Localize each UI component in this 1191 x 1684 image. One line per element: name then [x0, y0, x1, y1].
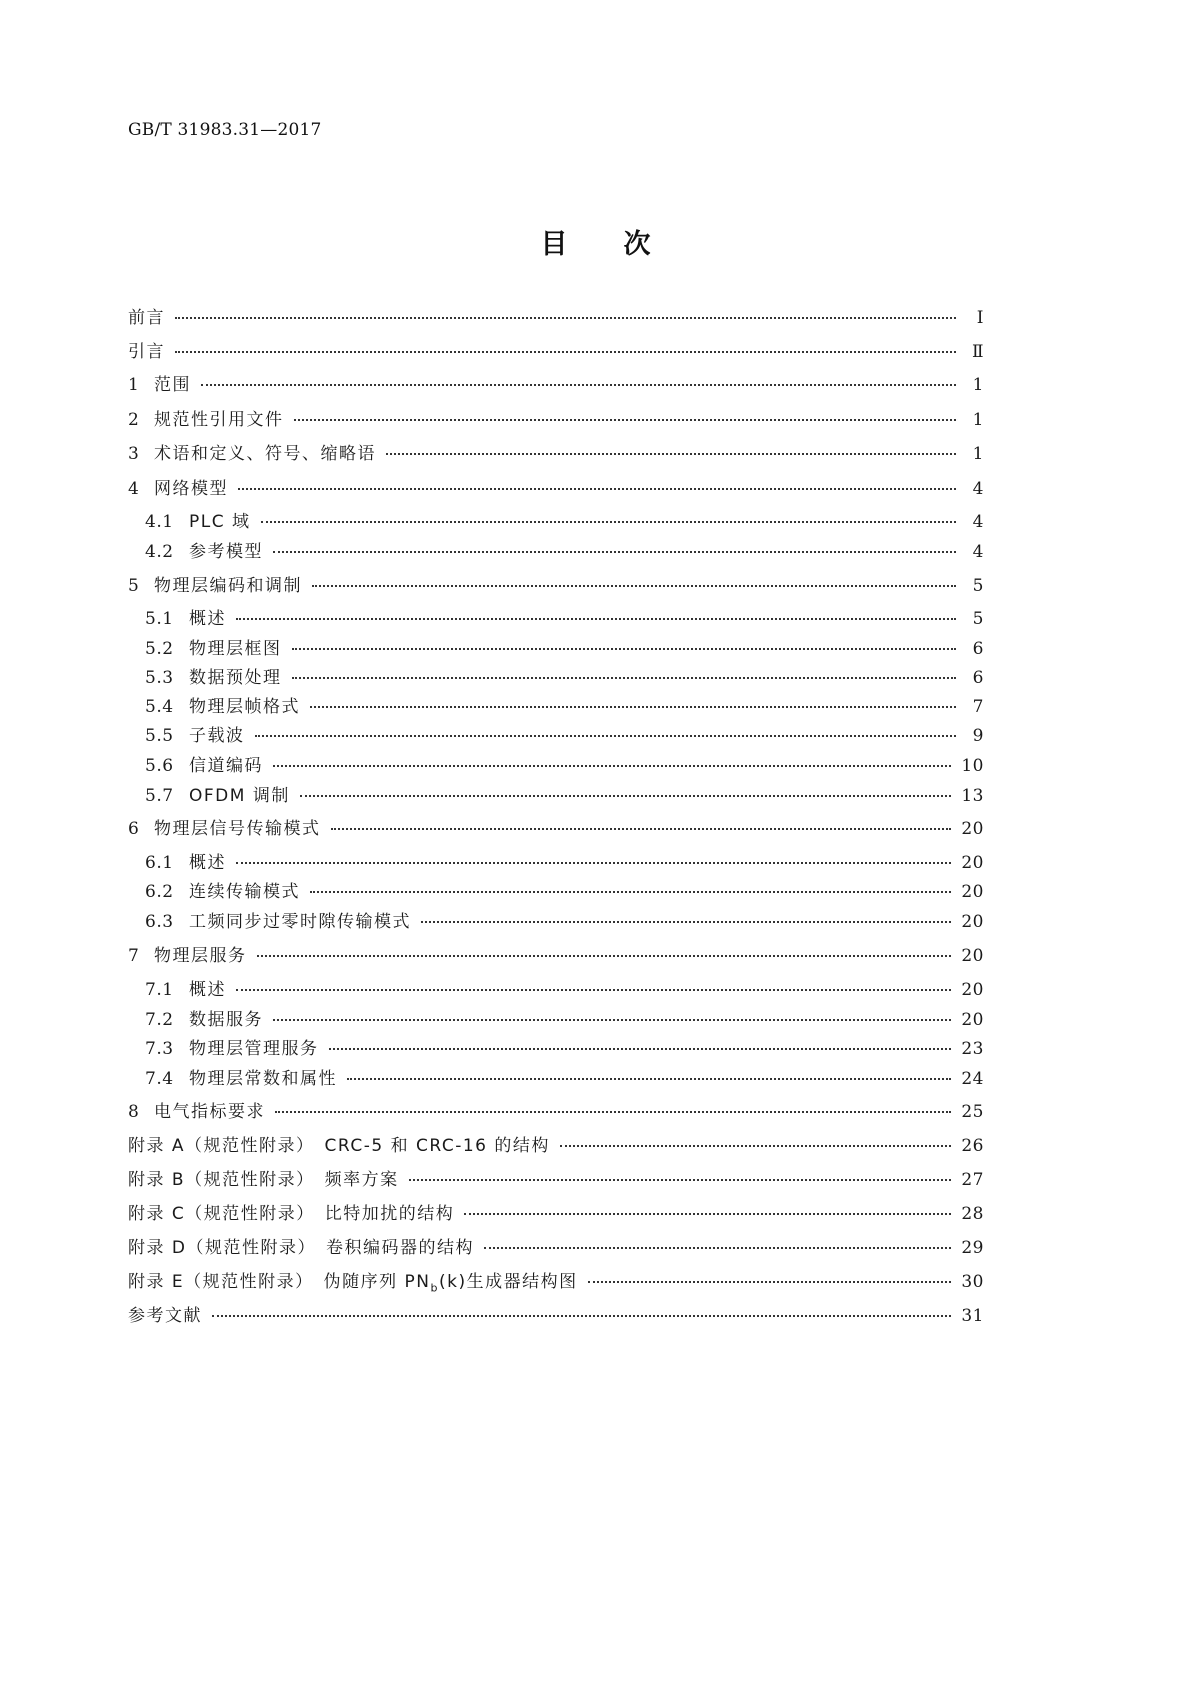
toc-page: 20	[961, 946, 984, 966]
toc-page: 20	[961, 912, 984, 932]
toc-label: 物理层信号传输模式	[154, 819, 321, 839]
toc-page: Ⅰ	[976, 308, 984, 328]
toc-number: 4	[128, 479, 140, 499]
toc-page: 20	[961, 882, 984, 902]
dot-leader	[212, 1315, 951, 1317]
toc-page: 6	[972, 639, 984, 659]
dot-leader	[257, 955, 952, 957]
dot-leader	[275, 1111, 951, 1113]
toc-label: 电气指标要求	[154, 1102, 265, 1122]
toc-label: 前言	[128, 308, 165, 328]
toc-number: 7.2	[145, 1010, 174, 1030]
toc-page: 5	[972, 576, 984, 596]
toc-number: 5.7	[145, 786, 174, 806]
toc-label: 参考模型	[189, 542, 263, 562]
toc-label: 子载波	[189, 726, 245, 746]
toc-label: 附录 A（规范性附录） CRC-5 和 CRC-16 的结构	[128, 1136, 550, 1156]
toc-page: 31	[961, 1306, 984, 1326]
toc-label: 物理层编码和调制	[154, 576, 302, 596]
standard-code: GB/T 31983.31—2017	[128, 120, 322, 140]
toc-page: 26	[961, 1136, 984, 1156]
toc-page: 28	[961, 1204, 984, 1224]
toc-entry-introduction[interactable]	[128, 340, 984, 364]
toc-number: 6.2	[145, 882, 174, 902]
toc-number: 6	[128, 819, 140, 839]
toc-label: 规范性引用文件	[154, 410, 284, 430]
toc-label: 物理层帧格式	[189, 697, 300, 717]
toc-label: OFDM 调制	[189, 786, 290, 806]
toc-page: 20	[961, 853, 984, 873]
dot-leader	[347, 1078, 951, 1080]
toc-page: 25	[961, 1102, 984, 1122]
toc-label: 引言	[128, 342, 165, 362]
toc-label: 物理层框图	[189, 639, 282, 659]
toc-entry-7-1[interactable]	[145, 978, 984, 1002]
toc-entry-5-3[interactable]	[145, 666, 984, 690]
dot-leader	[175, 351, 956, 353]
toc-number: 5.6	[145, 756, 174, 776]
toc-number: 5.4	[145, 697, 174, 717]
toc-entry-annex-e[interactable]	[128, 1270, 984, 1294]
toc-page: 20	[961, 819, 984, 839]
toc-entry-annex-b[interactable]	[128, 1168, 984, 1192]
dot-leader	[560, 1145, 951, 1147]
toc-entry-5-6[interactable]	[145, 754, 984, 778]
toc-page: 5	[972, 609, 984, 629]
toc-number: 5.3	[145, 668, 174, 688]
toc-label: 物理层常数和属性	[189, 1069, 337, 1089]
toc-label: 物理层管理服务	[189, 1039, 319, 1059]
toc-label: 附录 D（规范性附录） 卷积编码器的结构	[128, 1238, 474, 1258]
toc-entry-8[interactable]	[128, 1100, 984, 1124]
dot-leader	[421, 921, 951, 923]
toc-entry-7[interactable]	[128, 944, 984, 968]
toc-page: 9	[972, 726, 984, 746]
toc-entry-1[interactable]	[128, 373, 984, 397]
toc-label: 附录 B（规范性附录） 频率方案	[128, 1170, 399, 1190]
toc-entry-7-4[interactable]	[145, 1067, 984, 1091]
toc-entry-5-2[interactable]	[145, 637, 984, 661]
toc-entry-4-1[interactable]	[145, 510, 984, 534]
toc-entry-annex-c[interactable]	[128, 1202, 984, 1226]
toc-number: 1	[128, 375, 140, 395]
toc-page: 20	[961, 1010, 984, 1030]
dot-leader	[236, 618, 956, 620]
dot-leader	[273, 1019, 951, 1021]
dot-leader	[261, 521, 957, 523]
dot-leader	[300, 795, 952, 797]
dot-leader	[255, 735, 957, 737]
toc-label: 附录 C（规范性附录） 比特加扰的结构	[128, 1204, 455, 1224]
toc-page: 4	[972, 542, 984, 562]
dot-leader	[292, 648, 957, 650]
toc-number: 6.1	[145, 853, 174, 873]
dot-leader	[310, 891, 951, 893]
toc-number: 7.4	[145, 1069, 174, 1089]
title-char-1: 目	[540, 229, 568, 260]
toc-entry-5-7[interactable]	[145, 784, 984, 808]
dot-leader	[294, 419, 957, 421]
toc-entry-7-3[interactable]	[145, 1037, 984, 1061]
toc-label: 数据预处理	[189, 668, 282, 688]
toc-page: 20	[961, 980, 984, 1000]
dot-leader	[331, 828, 952, 830]
dot-leader	[484, 1247, 951, 1249]
toc-label: PLC 域	[189, 512, 251, 532]
toc-page: 10	[961, 756, 984, 776]
toc-entry-6-1[interactable]	[145, 851, 984, 875]
toc-page: 23	[961, 1039, 984, 1059]
toc-number: 5	[128, 576, 140, 596]
toc-label: 范围	[154, 375, 191, 395]
toc-page: 24	[961, 1069, 984, 1089]
toc-page: 1	[972, 410, 984, 430]
toc-entry-4-2[interactable]	[145, 540, 984, 564]
toc-number: 7.3	[145, 1039, 174, 1059]
toc-label: 信道编码	[189, 756, 263, 776]
toc-number: 7.1	[145, 980, 174, 1000]
toc-entry-5[interactable]	[128, 574, 984, 598]
toc-page: 4	[972, 512, 984, 532]
toc-entry-bibliography[interactable]	[128, 1304, 984, 1328]
dot-leader	[409, 1179, 952, 1181]
dot-leader	[175, 317, 956, 319]
dot-leader	[238, 488, 956, 490]
toc-entry-6-3[interactable]	[145, 910, 984, 934]
dot-leader	[273, 765, 951, 767]
toc-entry-5-4[interactable]	[145, 695, 984, 719]
toc-number: 5.5	[145, 726, 174, 746]
toc-label: 概述	[189, 609, 226, 629]
toc-label: 参考文献	[128, 1306, 202, 1326]
toc-page: 4	[972, 479, 984, 499]
toc-entry-3[interactable]	[128, 442, 984, 466]
dot-leader	[588, 1281, 952, 1283]
toc-entry-6[interactable]	[128, 817, 984, 841]
toc-page: Ⅱ	[971, 342, 984, 362]
toc-number: 2	[128, 410, 140, 430]
toc-page: 27	[961, 1170, 984, 1190]
dot-leader	[292, 677, 957, 679]
toc-label: 数据服务	[189, 1010, 263, 1030]
toc-entry-6-2[interactable]	[145, 880, 984, 904]
dot-leader	[201, 384, 956, 386]
toc-page: 13	[961, 786, 984, 806]
toc-label: 工频同步过零时隙传输模式	[189, 912, 411, 932]
toc-number: 4.2	[145, 542, 174, 562]
toc-entry-foreword[interactable]	[128, 306, 984, 330]
dot-leader	[329, 1048, 952, 1050]
toc-number: 5.2	[145, 639, 174, 659]
toc-number: 5.1	[145, 609, 174, 629]
toc-label: 物理层服务	[154, 946, 247, 966]
toc-number: 3	[128, 444, 140, 464]
toc-label-subscript: b	[430, 1281, 440, 1295]
toc-label	[128, 1270, 578, 1300]
toc-label: 连续传输模式	[189, 882, 300, 902]
dot-leader	[464, 1213, 951, 1215]
toc-label: 概述	[189, 980, 226, 1000]
toc-number: 7	[128, 946, 140, 966]
dot-leader	[310, 706, 956, 708]
toc-page: 30	[961, 1272, 984, 1292]
dot-leader	[312, 585, 956, 587]
dot-leader	[273, 551, 956, 553]
toc-entry-7-2[interactable]	[145, 1008, 984, 1032]
dot-leader	[386, 453, 956, 455]
toc-page: 7	[972, 697, 984, 717]
toc-entry-5-5[interactable]	[145, 724, 984, 748]
toc-number: 6.3	[145, 912, 174, 932]
toc-label-main: 附录 E（规范性附录） 伪随序列 PN	[128, 1272, 431, 1292]
toc-entry-annex-a[interactable]	[128, 1134, 984, 1158]
dot-leader	[236, 989, 951, 991]
toc-entry-2[interactable]	[128, 408, 984, 432]
toc-label: 术语和定义、符号、缩略语	[154, 444, 376, 464]
toc-page: 1	[972, 375, 984, 395]
dot-leader	[236, 862, 951, 864]
toc-entry-5-1[interactable]	[145, 607, 984, 631]
toc-page: 29	[961, 1238, 984, 1258]
toc-label: 概述	[189, 853, 226, 873]
toc-page: 1	[972, 444, 984, 464]
toc-entry-4[interactable]	[128, 477, 984, 501]
title-char-2: 次	[623, 229, 651, 260]
toc-number: 4.1	[145, 512, 174, 532]
toc-entry-annex-d[interactable]	[128, 1236, 984, 1260]
toc-label: 网络模型	[154, 479, 228, 499]
toc-page: 6	[972, 668, 984, 688]
toc-label-tail: (k)生成器结构图	[439, 1272, 578, 1292]
toc-number: 8	[128, 1102, 140, 1122]
